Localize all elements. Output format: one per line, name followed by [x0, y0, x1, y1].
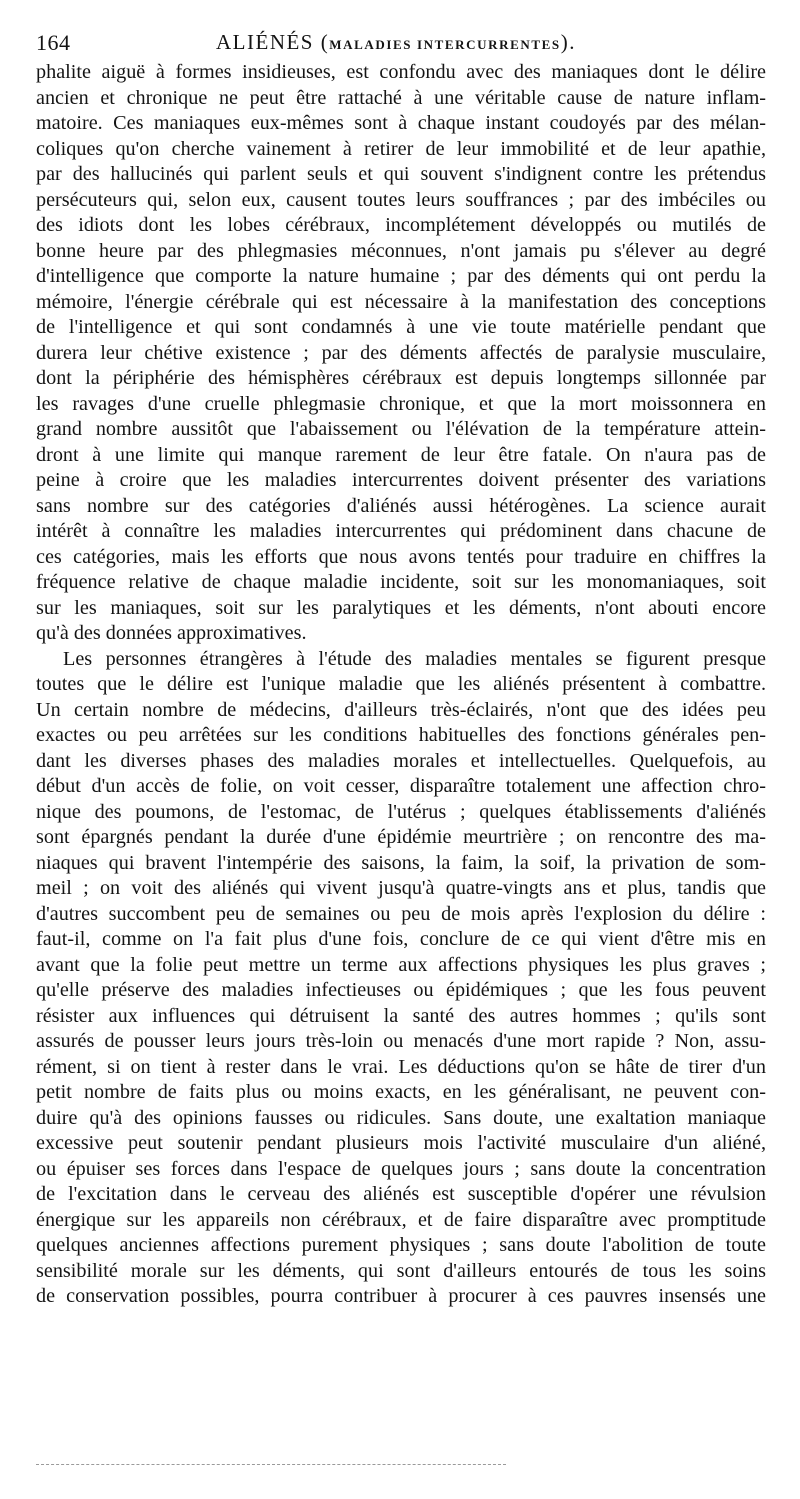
- text-line: bonne heure par des phlegmasies méconnues, n'ont jamais pu s'élever au degré: [36, 239, 766, 262]
- text-line: assurés de pousser leurs jours très-loin ou menacés d'une mort rapide ? Non, assu-: [36, 1030, 766, 1052]
- text-line: les ravages d'une cruelle phlegmasie chronique, et que la mort moissonnera en: [36, 392, 766, 415]
- text-line: qu'à des données approximatives.: [36, 622, 307, 644]
- text-line: qu'elle préserve des maladies infectieuses ou épidémiques ; que les fous peuvent: [36, 979, 766, 1001]
- header-title-subtitle: MALADIES INTERCURRENTES: [329, 37, 561, 52]
- text-line: petit nombre de faits plus ou moins exacts, en les généralisant, ne peuvent con-: [36, 1081, 766, 1103]
- text-line: ces catégories, mais les efforts que nous avons tentés pour traduire en chiffres la: [36, 545, 766, 568]
- text-line: intérêt à connaître les maladies intercurrentes qui prédominent dans chacune de: [36, 520, 766, 542]
- text-line: par des hallucinés qui parlent seuls et qui souvent s'indignent contre les prétendus: [36, 163, 766, 185]
- text-line: nique des poumons, de l'estomac, de l'utérus ; quelques établissements d'aliénés: [36, 800, 766, 823]
- text-line: persécuteurs qui, selon eux, causent toutes leurs souffrances ; par des imbéciles ou: [36, 188, 766, 211]
- text-line: de conservation possibles, pourra contribuer à procurer à ces pauvres insensés une: [36, 1285, 766, 1307]
- text-line: dront à une limite qui manque rarement de leur être fatale. On n'aura pas de: [36, 443, 766, 466]
- text-line: d'autres succombent peu de semaines ou peu de mois après l'explosion du délire :: [36, 902, 766, 925]
- header-title: [216, 30, 576, 55]
- text-line: sur les maniaques, soit sur les paralytiques et les déments, n'ont abouti encore: [36, 596, 766, 619]
- paragraph-2: [36, 647, 766, 1310]
- text-line: coliques qu'on cherche vainement à retirer de leur immobilité et de leur apathie,: [36, 137, 766, 160]
- body-text: [36, 60, 766, 1310]
- text-line: dont la périphérie des hémisphères cérébraux est depuis longtemps sillonnée par: [36, 367, 766, 389]
- text-line: Les personnes étrangères à l'étude des maladies mentales se figurent presque: [63, 647, 766, 670]
- paragraph-1: [36, 60, 766, 647]
- text-line: sans nombre sur des catégories d'aliénés aussi hétérogènes. La science aurait: [36, 494, 766, 517]
- text-line: toutes que le délire est l'unique maladie que les aliénés présentent à combattre.: [36, 673, 766, 695]
- text-line: résister aux influences qui détruisent la santé des autres hommes ; qu'ils sont: [36, 1004, 766, 1027]
- text-line: matoire. Ces maniaques eux-mêmes sont à chaque instant coudoyés par des mélan-: [36, 112, 766, 134]
- text-line: ancien et chronique ne peut être rattaché à une véritable cause de nature inflam-: [36, 86, 766, 109]
- text-line: exactes ou peu arrêtées sur les conditions habituelles des fonctions générales pen-: [36, 724, 766, 746]
- text-line: Un certain nombre de médecins, d'ailleurs très-éclairés, n'ont que des idées peu: [36, 698, 766, 721]
- text-line: duire qu'à des opinions fausses ou ridicules. Sans doute, une exaltation maniaque: [36, 1106, 766, 1129]
- page-number: 164: [36, 30, 71, 55]
- footer-rule: [36, 1464, 506, 1465]
- text-line: peine à croire que les maladies intercurrentes doivent présenter des variations: [36, 469, 766, 491]
- text-line: rément, si on tient à rester dans le vrai. Les déductions qu'on se hâte de tirer d'un: [36, 1055, 766, 1078]
- text-line: faut-il, comme on l'a fait plus d'une fois, conclure de ce qui vient d'être mis en: [36, 928, 766, 950]
- text-line: meil ; on voit des aliénés qui vivent jusqu'à quatre-vingts ans et plus, tandis que: [36, 877, 766, 899]
- text-line: excessive peut soutenir pendant plusieurs mois l'activité musculaire d'un aliéné,: [36, 1132, 766, 1154]
- header-title-main: ALIÉNÉS (: [216, 30, 330, 54]
- text-line: énergique sur les appareils non cérébraux, et de faire disparaître avec promptitude: [36, 1208, 766, 1231]
- header-title-end: ).: [560, 30, 576, 54]
- running-head: [36, 30, 771, 60]
- text-line: sensibilité morale sur les déments, qui sont d'ailleurs entourés de tous les soins: [36, 1259, 766, 1282]
- text-line: dant les diverses phases des maladies morales et intellectuelles. Quelquefois, au: [36, 749, 766, 772]
- text-line: mémoire, l'énergie cérébrale qui est nécessaire à la manifestation des conceptions: [36, 290, 766, 313]
- text-line: ou épuiser ses forces dans l'espace de quelques jours ; sans doute la concentration: [36, 1157, 766, 1180]
- text-line: de l'intelligence et qui sont condamnés à une vie toute matérielle pendant que: [36, 316, 766, 338]
- text-line: sont épargnés pendant la durée d'une épidémie meurtrière ; on rencontre des ma-: [36, 826, 766, 848]
- text-line: de l'excitation dans le cerveau des aliénés est susceptible d'opérer une révulsion: [36, 1183, 766, 1205]
- text-line: fréquence relative de chaque maladie incidente, soit sur les monomaniaques, soit: [36, 571, 766, 593]
- text-line: niaques qui bravent l'intempérie des saisons, la faim, la soif, la privation de som-: [36, 851, 766, 874]
- text-line: d'intelligence que comporte la nature humaine ; par des déments qui ont perdu la: [36, 265, 766, 287]
- text-line: quelques anciennes affections purement physiques ; sans doute l'abolition de toute: [36, 1234, 766, 1256]
- text-line: des idiots dont les lobes cérébraux, incomplétement développés ou mutilés de: [36, 214, 766, 236]
- text-line: durera leur chétive existence ; par des déments affectés de paralysie musculaire,: [36, 341, 766, 364]
- text-line: avant que la folie peut mettre un terme aux affections physiques les plus graves ;: [36, 953, 766, 976]
- text-line: phalite aiguë à formes insidieuses, est confondu avec des maniaques dont le délire: [36, 61, 766, 83]
- text-line: grand nombre aussitôt que l'abaissement ou l'élévation de la température attein-: [36, 418, 766, 440]
- text-line: début d'un accès de folie, on voit cesser, disparaître totalement une affection chro-: [36, 775, 766, 797]
